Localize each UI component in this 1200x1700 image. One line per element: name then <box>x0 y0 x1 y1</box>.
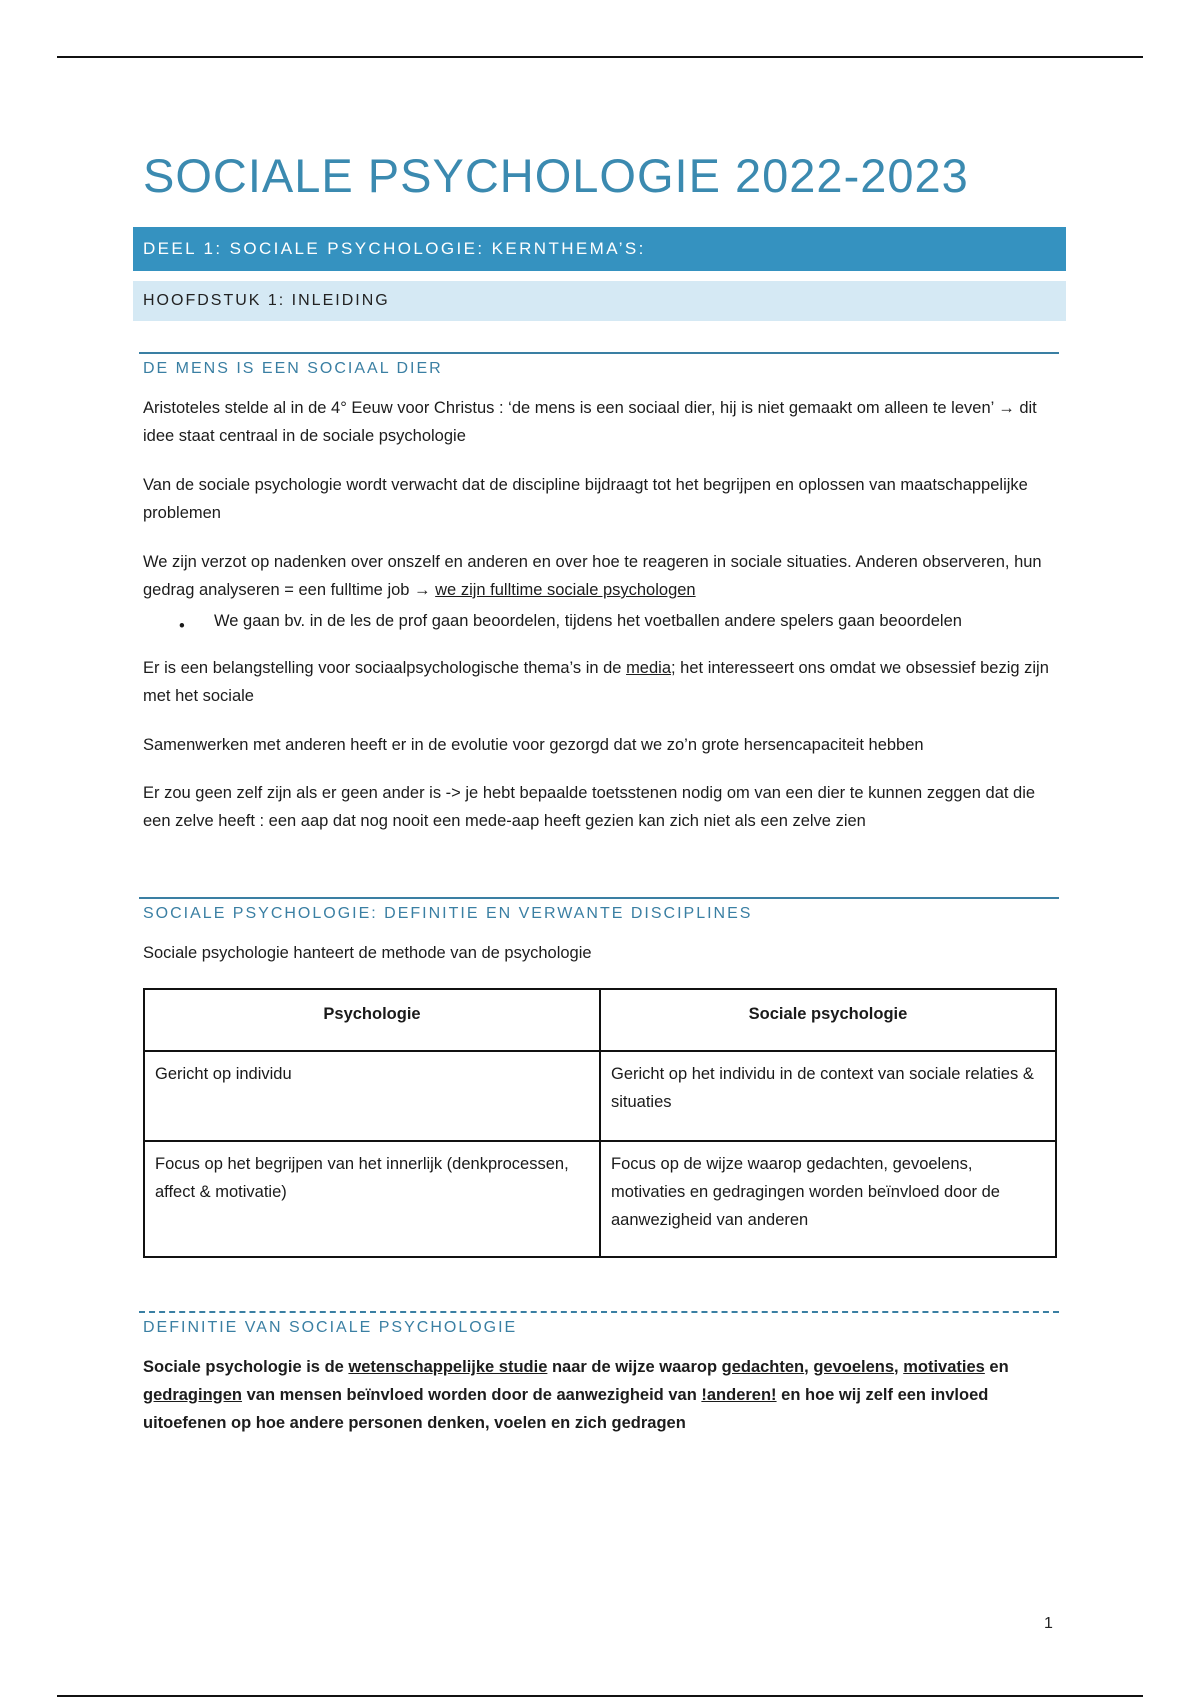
section-heading-text: DEFINITIE VAN SOCIALE PSYCHOLOGIE <box>143 1319 518 1336</box>
definition-text: , <box>894 1358 904 1376</box>
paragraph-media <box>143 654 1063 710</box>
underlined-text: gedachten <box>721 1358 805 1376</box>
definition-text: naar de wijze waarop <box>547 1358 722 1376</box>
chapter-heading: HOOFDSTUK 1: INLEIDING <box>143 292 390 309</box>
paragraph-verzot <box>143 548 1063 604</box>
bullet-item: We gaan bv. in de les de prof gaan beoordelen, tijdens het voetballen andere spelers gaan beoordelen <box>214 612 962 630</box>
part-heading: DEEL 1: SOCIALE PSYCHOLOGIE: KERNTHEMA’S: <box>143 239 646 258</box>
table-cell: Focus op het begrijpen van het innerlijk (denkprocessen, affect & motivatie) <box>144 1141 600 1257</box>
table-cell: Gericht op individu <box>144 1051 600 1141</box>
underlined-text: media <box>626 659 672 677</box>
table-header-row <box>144 989 1056 1051</box>
paragraph-text: Er is een belangstelling voor sociaalpsychologische thema’s in de <box>143 659 627 677</box>
definition-text: Sociale psychologie is de <box>143 1358 349 1376</box>
underlined-text: !anderen! <box>701 1386 777 1404</box>
table-row <box>144 1141 1056 1257</box>
definition-paragraph <box>143 1353 1063 1437</box>
paragraph-methode: Sociale psychologie hanteert de methode van de psychologie <box>143 944 592 962</box>
underlined-text: wetenschappelijke studie <box>348 1358 548 1376</box>
chapter-heading-band <box>133 281 1066 321</box>
definition-text: en hoe wij zelf een invloed uitoefenen op hoe andere personen denken, voelen en zich gedragen <box>143 1386 989 1432</box>
document-title: SOCIALE PSYCHOLOGIE 2022-2023 <box>143 149 969 202</box>
page-top-rule <box>57 56 1143 58</box>
table-cell: Focus op de wijze waarop gedachten, gevoelens, motivaties en gedragingen worden beïnvloed door de aanwezigheid van anderen <box>600 1141 1056 1257</box>
section-heading-definitie-sociale-psychologie <box>139 1311 1059 1337</box>
underlined-text: motivaties <box>903 1358 985 1376</box>
paragraph-text: ; het interesseert ons omdat we obsessief bezig zijn met het sociale <box>143 659 1049 705</box>
section-heading-text: DE MENS IS EEN SOCIAAL DIER <box>143 360 443 377</box>
section-heading-text: SOCIALE PSYCHOLOGIE: DEFINITIE EN VERWANTE DISCIPLINES <box>143 905 753 922</box>
part-heading-band <box>133 227 1066 271</box>
page-number: 1 <box>1044 1615 1053 1632</box>
table-cell: Gericht op het individu in de context van sociale relaties & situaties <box>600 1051 1056 1141</box>
paragraph-text: We zijn verzot op nadenken over onszelf en anderen en over hoe te reageren in sociale situaties. Anderen observeren, hun gedrag analyseren = een fulltime job → <box>143 553 1042 599</box>
page-bottom-rule <box>57 1695 1143 1697</box>
definition-text: en <box>984 1358 1009 1376</box>
paragraph-aristoteles: Aristoteles stelde al in de 4° Eeuw voor Christus : ‘de mens is een sociaal dier, hij is niet gemaakt om alleen te leven’ → dit idee staat centraal in de sociale psychologie <box>143 399 1037 445</box>
underlined-text: gevoelens <box>813 1358 895 1376</box>
paragraph-verwachting: Van de sociale psychologie wordt verwacht dat de discipline bijdraagt tot het begrijpen en oplossen van maatschappelijke problemen <box>143 476 1028 522</box>
table-header-cell: Sociale psychologie <box>600 989 1056 1051</box>
section-heading-definitie-disciplines <box>139 897 1059 923</box>
paragraph-zelf: Er zou geen zelf zijn als er geen ander is -> je hebt bepaalde toetsstenen nodig om van een dier te kunnen zeggen dat die een zelve heeft : een aap dat nog nooit een mede-aap heeft gezien kan zich niet als een zelve zien <box>143 784 1036 830</box>
underlined-text: we zijn fulltime sociale psychologen <box>435 581 696 599</box>
bullet-dot: • <box>179 617 185 635</box>
table-header-cell: Psychologie <box>144 989 600 1051</box>
underlined-text: gedragingen <box>143 1386 243 1404</box>
section-heading-mens-sociaal-dier <box>139 352 1059 378</box>
definition-text: , <box>804 1358 814 1376</box>
comparison-table <box>143 988 1057 1258</box>
table-row <box>144 1051 1056 1141</box>
paragraph-samenwerken: Samenwerken met anderen heeft er in de evolutie voor gezorgd dat we zo’n grote hersencapaciteit hebben <box>143 736 924 754</box>
definition-text: van mensen beïnvloed worden door de aanwezigheid van <box>242 1386 702 1404</box>
